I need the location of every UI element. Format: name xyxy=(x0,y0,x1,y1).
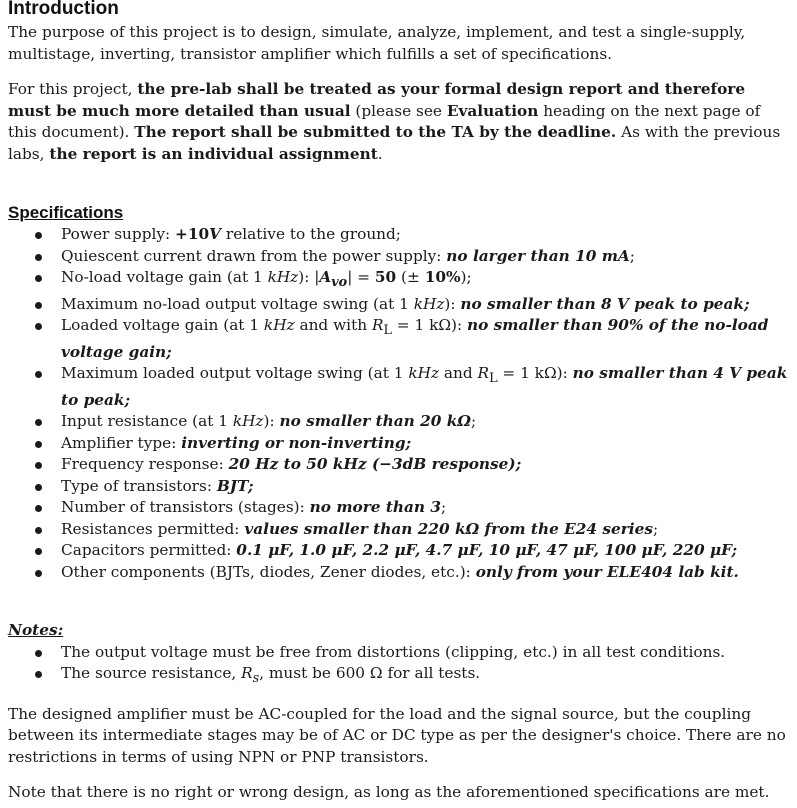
bullet-icon xyxy=(35,254,42,261)
specifications-list xyxy=(8,224,789,583)
note-distortion: The output voltage must be free from distortions (clipping, etc.) in all test conditions. xyxy=(35,642,789,664)
spec-loaded-swing: Maximum loaded output voltage swing (at 1 kHz and $R_L = 1$ kΩ): no smaller than 4 V peak to peak; xyxy=(35,363,789,411)
bullet-icon xyxy=(35,371,42,378)
spec-transistor-count: Number of transistors (stages): no more than 3; xyxy=(35,497,789,519)
spec-capacitors: Capacitors permitted: 0.1 μF, 1.0 μF, 2.2 μF, 4.7 μF, 10 μF, 47 μF, 100 μF, 220 μF; xyxy=(35,540,789,562)
spec-frequency-response: Frequency response: 20 Hz to 50 kHz (−3dB response); xyxy=(35,454,789,476)
note-source-resistance: The source resistance, $R_s$, must be 600 Ω for all tests. xyxy=(35,663,789,690)
spec-power-supply: Power supply: +10V relative to the ground; xyxy=(35,224,789,246)
intro-paragraph-report: For this project, the pre-lab shall be treated as your formal design report and therefore must be much more detailed than usual (please see Evaluation heading on the next page of this document). The report shall be submitted to the TA by the deadline. As with the previous labs, the report is an individual assignment. xyxy=(8,80,781,163)
spec-quiescent-current: Quiescent current drawn from the power supply: no larger than 10 mA; xyxy=(35,246,789,268)
bullet-icon xyxy=(35,570,42,577)
spec-no-load-gain: No-load voltage gain (at 1 kHz): $|A_{vo}| = 50$ (± 10%); xyxy=(35,267,789,294)
spec-no-load-swing: Maximum no-load output voltage swing (at 1 kHz): no smaller than 8 V peak to peak; xyxy=(35,294,789,316)
introduction-heading: Introduction xyxy=(8,0,119,19)
notes-heading: Notes: xyxy=(8,621,64,640)
bullet-icon xyxy=(35,275,42,282)
bullet-icon xyxy=(35,323,42,330)
notes-list xyxy=(8,642,789,690)
closing-note: Note that there is no right or wrong design, as long as the aforementioned specifications are met. xyxy=(8,783,770,802)
bullet-icon xyxy=(35,441,42,448)
spec-other-components: Other components (BJTs, diodes, Zener diodes, etc.): only from your ELE404 lab kit. xyxy=(35,562,789,584)
spec-amplifier-type: Amplifier type: inverting or non-inverting; xyxy=(35,433,789,455)
intro-paragraph-purpose: The purpose of this project is to design, simulate, analyze, implement, and test a single-supply, multistage, inverting, transistor amplifier which fulfills a set of specifications. xyxy=(8,23,746,63)
bullet-icon xyxy=(35,505,42,512)
bullet-icon xyxy=(35,527,42,534)
bullet-icon xyxy=(35,232,42,239)
spec-resistances: Resistances permitted: values smaller than 220 kΩ from the E24 series; xyxy=(35,519,789,541)
spec-input-resistance: Input resistance (at 1 kHz): no smaller than 20 kΩ; xyxy=(35,411,789,433)
bullet-icon xyxy=(35,419,42,426)
bullet-icon xyxy=(35,548,42,555)
spec-loaded-gain: Loaded voltage gain (at 1 kHz and with $R_L = 1$ kΩ): no smaller than 90% of the no-load voltage gain; xyxy=(35,315,789,363)
bullet-icon xyxy=(35,484,42,491)
coupling-paragraph: The designed amplifier must be AC-coupled for the load and the signal source, but the coupling between its intermediate stages may be of AC or DC type as per the designer's choice. There are no restrictions in terms of using NPN or PNP transistors. xyxy=(8,704,786,766)
bullet-icon xyxy=(35,462,42,469)
spec-transistor-type: Type of transistors: BJT; xyxy=(35,476,789,498)
specifications-heading: Specifications xyxy=(8,203,124,222)
bullet-icon xyxy=(35,650,42,657)
bullet-icon xyxy=(35,302,42,309)
bullet-icon xyxy=(35,671,42,678)
